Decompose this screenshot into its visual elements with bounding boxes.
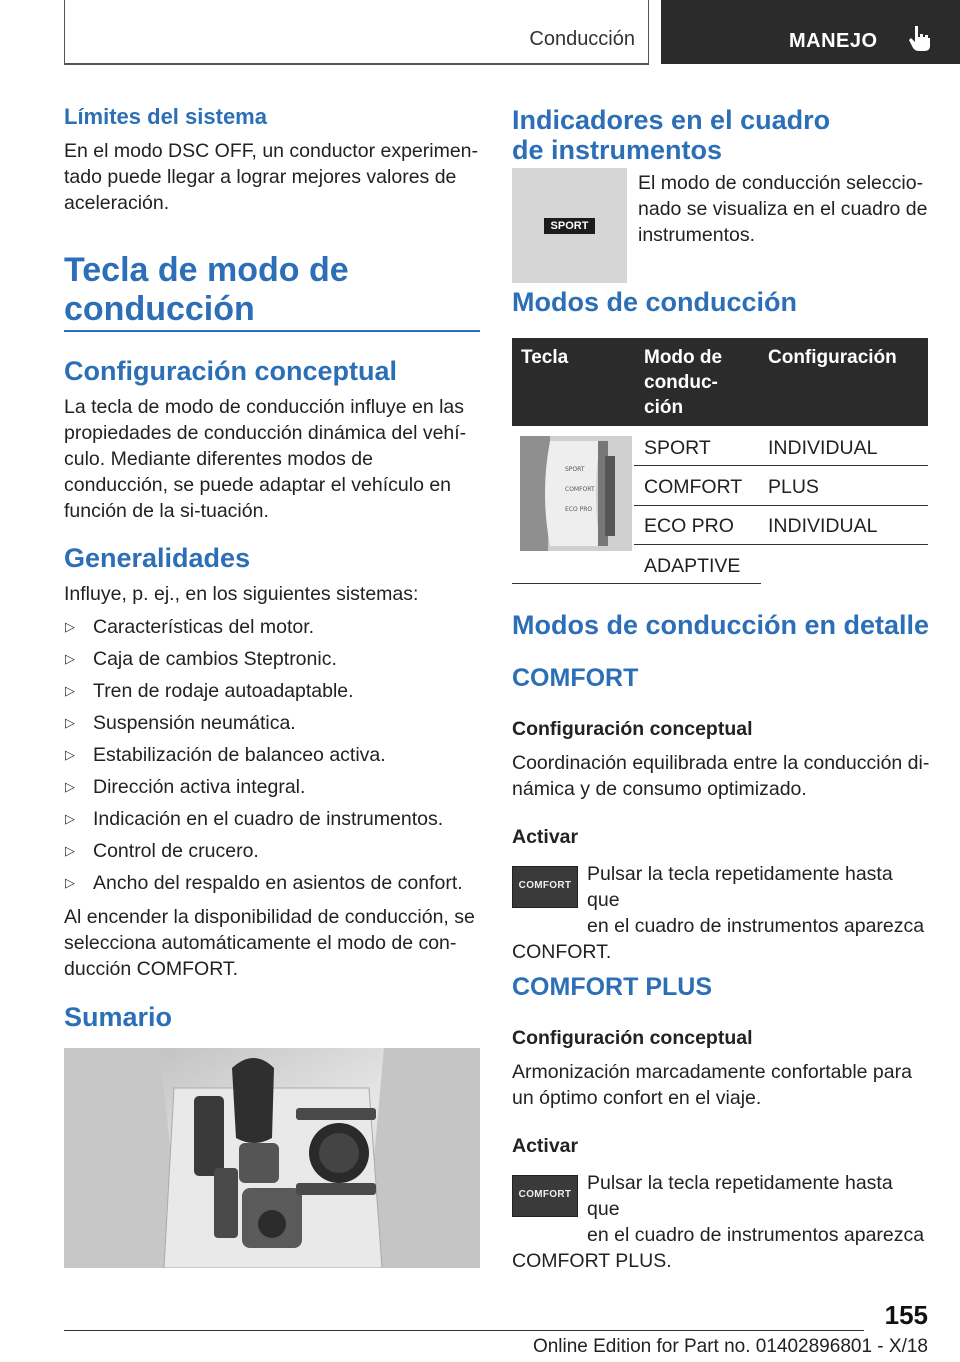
list-item: ▷ Caja de cambios Steptronic. <box>65 648 337 670</box>
triangle-bullet-icon: ▷ <box>65 651 75 666</box>
pointing-hand-icon <box>907 24 933 52</box>
svg-text:COMFORT: COMFORT <box>565 486 595 493</box>
comfort-concept-label: Configuración conceptual <box>512 718 753 740</box>
page-number: 155 <box>884 1300 928 1330</box>
table-header-config: Configuración <box>768 347 897 368</box>
indicators-title-line-2: de instrumentos <box>512 135 723 165</box>
general-title: Generalidades <box>64 543 251 573</box>
table-cell-mode: SPORT <box>644 437 711 459</box>
center-console-illustration <box>64 1048 480 1268</box>
comfort-activate-label: Activar <box>512 826 579 848</box>
general-intro: Influye, p. ej., en los siguientes sistemas: <box>64 583 419 605</box>
table-header-key: Tecla <box>521 347 569 368</box>
comfort-button-image: COMFORT <box>512 866 578 908</box>
comfort-plus-button-image: COMFORT <box>512 1175 578 1217</box>
triangle-bullet-icon: ▷ <box>65 843 75 858</box>
limits-text: En el modo DSC OFF, un conductor experimen-tado puede llegar a lograr mejores valores de aceleración. <box>64 140 479 214</box>
table-cell-mode: COMFORT <box>644 476 743 498</box>
instrument-cluster-image <box>512 168 627 283</box>
list-item: ▷ Suspensión neumática. <box>65 712 296 734</box>
comfort-concept-text: Coordinación equilibrada entre la conducción di-námica y de consumo optimizado. <box>512 752 930 800</box>
modes-title: Modos de conducción <box>512 287 798 317</box>
startup-text: Al encender la disponibilidad de conducción, se selecciona automáticamente el modo de con-ducción COMFORT. <box>64 906 475 980</box>
triangle-bullet-icon: ▷ <box>65 683 75 698</box>
table-cell-config: INDIVIDUAL <box>768 437 878 459</box>
concept-text: La tecla de modo de conducción influye en las propiedades de conducción dinámica del vehí-culo. Mediante diferentes modos de conducción, se puede adaptar el vehículo en función de la si-tuación. <box>64 396 467 522</box>
table-cell-mode: ADAPTIVE <box>644 555 741 577</box>
sport-badge: SPORT <box>544 218 595 234</box>
triangle-bullet-icon: ▷ <box>65 811 75 826</box>
comfort-plus-activate-text: Pulsar la tecla repetidamente hasta que en el cuadro de instrumentos aparezca COMFORT PLUS. <box>512 1172 925 1272</box>
center-console-image <box>64 1048 480 1268</box>
header-underline <box>64 63 649 65</box>
comfort-plus-concept-text: Armonización marcadamente confortable para un óptimo confort en el viaje. <box>512 1061 912 1109</box>
list-item: ▷ Control de crucero. <box>65 840 259 862</box>
list-item: ▷ Tren de rodaje autoadaptable. <box>65 680 354 702</box>
detail-title: Modos de conducción en detalle <box>512 610 930 640</box>
comfort-plus-activate-label: Activar <box>512 1135 579 1157</box>
comfort-activate-text: Pulsar la tecla repetidamente hasta que en el cuadro de instrumentos aparezca CONFORT. <box>512 863 925 963</box>
footer-edition: Online Edition for Part no. 01402896801 - X/18 <box>532 1336 928 1357</box>
triangle-bullet-icon: ▷ <box>65 619 75 634</box>
chapter-tab-label: MANEJO <box>789 30 878 52</box>
svg-text:ECO PRO: ECO PRO <box>565 506 593 513</box>
triangle-bullet-icon: ▷ <box>65 747 75 762</box>
comfort-title: COMFORT <box>512 664 639 692</box>
indicators-text: El modo de conducción seleccio-nado se visualiza en el cuadro de instrumentos. <box>638 172 928 246</box>
table-row-divider <box>634 465 928 466</box>
list-item: ▷ Indicación en el cuadro de instrumentos. <box>65 808 444 830</box>
table-cell-config: INDIVIDUAL <box>768 515 878 537</box>
chapter-tab <box>661 0 960 64</box>
main-title-line-2: conducción <box>64 290 255 328</box>
triangle-bullet-icon: ▷ <box>65 715 75 730</box>
limits-title: Límites del sistema <box>64 104 267 129</box>
comfort-plus-title: COMFORT PLUS <box>512 973 712 1001</box>
header-divider-right <box>648 0 649 64</box>
footer-rule <box>64 1330 864 1331</box>
table-row-divider <box>634 505 928 506</box>
table-cell-mode: ECO PRO <box>644 515 734 537</box>
triangle-bullet-icon: ▷ <box>65 875 75 890</box>
triangle-bullet-icon: ▷ <box>65 779 75 794</box>
main-title-line-1: Tecla de modo de <box>64 251 349 289</box>
main-title-rule <box>64 330 480 332</box>
summary-title: Sumario <box>64 1002 173 1032</box>
concept-title: Configuración conceptual <box>64 356 398 386</box>
drive-mode-switch-illustration <box>520 436 632 551</box>
list-item: ▷ Características del motor. <box>65 616 315 638</box>
indicators-title-line-1: Indicadores en el cuadro <box>512 105 831 135</box>
svg-text:SPORT: SPORT <box>565 466 585 473</box>
table-cell-config: PLUS <box>768 476 819 498</box>
table-header-mode: Modo de conduc- ción <box>644 347 723 418</box>
table-bottom-rule <box>512 583 761 584</box>
header-divider-left <box>64 0 65 64</box>
table-row-divider <box>634 544 928 545</box>
systems-list <box>64 614 482 902</box>
header-section-title: Conducción <box>529 28 635 50</box>
list-item: ▷ Estabilización de balanceo activa. <box>65 744 386 766</box>
comfort-plus-concept-label: Configuración conceptual <box>512 1027 753 1049</box>
list-item: ▷ Dirección activa integral. <box>65 776 306 798</box>
drive-mode-key-image <box>520 436 632 551</box>
list-item: ▷ Ancho del respaldo en asientos de confort. <box>65 872 463 894</box>
